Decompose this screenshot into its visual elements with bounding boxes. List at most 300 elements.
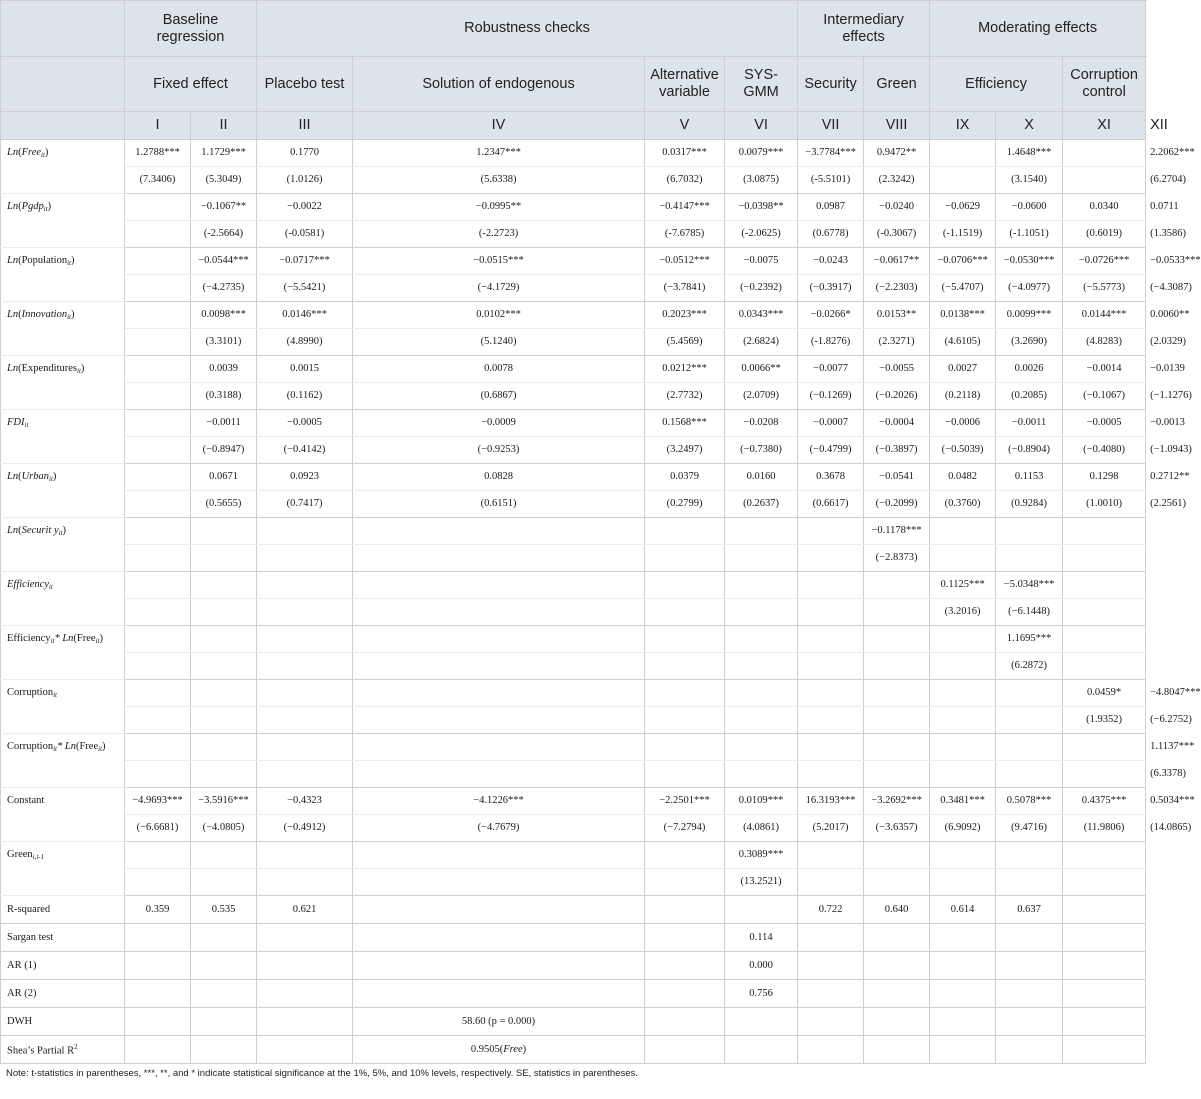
tstat-cell	[353, 545, 645, 572]
coef-row: $FDI_{it}$ −0.0011 −0.0005 −0.0009 0.1568*** −0.0208 −0.0007 −0.0004 −0.0006 −0.0011 −0.0005 −0.0013	[1, 410, 1146, 437]
coef-cell	[996, 842, 1063, 869]
coef-row: Corruption$_{it}$ 0.0459* −4.8047***	[1, 680, 1146, 707]
coef-cell: −0.0544***	[191, 248, 257, 275]
coef-cell: 0.4375***	[1063, 788, 1146, 815]
tstat-cell: (9.4716)	[996, 815, 1063, 842]
coef-cell: 0.0212***	[645, 356, 725, 383]
coef-row	[1, 518, 1146, 545]
tstat-cell: (2.7732)	[645, 383, 725, 410]
coef-cell: 0.0098***	[191, 302, 257, 329]
col-header: VI	[725, 112, 798, 140]
tstat-cell	[645, 869, 725, 896]
stat-label: AR (2)	[1, 980, 125, 1008]
coef-cell: 0.0078	[353, 356, 645, 383]
variable-label: Ln(Innovation$_{it}$)	[1, 302, 125, 356]
tstat-cell: (1.9352)	[1063, 707, 1146, 734]
coef-cell: 0.5078***	[996, 788, 1063, 815]
tstat-cell	[257, 599, 353, 626]
tstat-cell	[864, 869, 930, 896]
col-header: IX	[930, 112, 996, 140]
variable-label: Corruption$_{it}$* Ln(Free$_{it}$)	[1, 734, 125, 788]
tstat-cell: (-1.8276)	[798, 329, 864, 356]
coef-cell: −3.2692***	[864, 788, 930, 815]
coef-cell: −0.0208	[725, 410, 798, 437]
tstat-cell	[125, 545, 191, 572]
tstat-cell: (−0.1067)	[1063, 383, 1146, 410]
variable-label: Efficiency$_{it}$	[1, 572, 125, 626]
tstat-cell: (−0.3897)	[864, 437, 930, 464]
tstat-cell	[930, 653, 996, 680]
coef-cell	[996, 680, 1063, 707]
tstat-cell	[125, 653, 191, 680]
tstat-cell: (-0.0581)	[257, 221, 353, 248]
tstat-cell	[645, 707, 725, 734]
tstat-row: (0.5655) (0.7417) (0.6151) (0.2799) (0.2637) (0.6617) (−0.2099) (0.3760) (0.9284) (1.0010) (2.2561)	[1, 491, 1146, 518]
tstat-row: (6.3378)	[1, 761, 1146, 788]
tstat-cell: (−0.1269)	[798, 383, 864, 410]
coef-cell	[645, 518, 725, 545]
tstat-cell: (6.7032)	[645, 167, 725, 194]
tstat-cell: (−6.1448)	[996, 599, 1063, 626]
col-header: VIII	[864, 112, 930, 140]
tstat-cell	[125, 437, 191, 464]
coef-cell	[125, 194, 191, 221]
tstat-cell	[1063, 761, 1146, 788]
tstat-cell	[930, 761, 996, 788]
tstat-cell	[353, 599, 645, 626]
tstat-cell	[125, 761, 191, 788]
coef-cell: 0.0079***	[725, 140, 798, 167]
tstat-cell	[798, 545, 864, 572]
coef-cell: −0.0706***	[930, 248, 996, 275]
col-header: III	[257, 112, 353, 140]
coef-cell: 0.0102***	[353, 302, 645, 329]
tstat-cell: (3.2497)	[645, 437, 725, 464]
sub-endogenous: Solution of endogenous	[353, 57, 645, 112]
tstat-cell: (13.2521)	[725, 869, 798, 896]
tstat-cell	[257, 653, 353, 680]
coef-cell	[798, 518, 864, 545]
tstat-row	[1, 869, 1146, 896]
coef-cell: −0.1178***	[864, 518, 930, 545]
col-header: XI	[1063, 112, 1146, 140]
stat-label: Shea’s Partial $R^2$	[1, 1036, 125, 1064]
tstat-cell	[1063, 869, 1146, 896]
tstat-cell: (−4.0805)	[191, 815, 257, 842]
coef-cell: −5.0348***	[996, 572, 1063, 599]
tstat-cell: (0.5655)	[191, 491, 257, 518]
tstat-cell: (−0.2026)	[864, 383, 930, 410]
variable-label: Ln(Pgdp$_{it}$)	[1, 194, 125, 248]
header-column-row: I II III IV V VI VII VIII IX X XI XII	[1, 112, 1146, 140]
tstat-cell: (-2.2723)	[353, 221, 645, 248]
corner-cell	[1, 1, 125, 57]
tstat-cell	[257, 707, 353, 734]
tstat-cell: (7.3406)	[125, 167, 191, 194]
stat-value	[353, 896, 645, 924]
tstat-cell: (5.2017)	[798, 815, 864, 842]
coef-cell: −0.0009	[353, 410, 645, 437]
tstat-cell	[798, 707, 864, 734]
tstat-cell	[645, 545, 725, 572]
tstat-cell	[930, 167, 996, 194]
coef-cell	[798, 734, 864, 761]
coef-cell	[864, 842, 930, 869]
tstat-cell: (0.3188)	[191, 383, 257, 410]
tstat-cell: (−6.6681)	[125, 815, 191, 842]
tstat-cell	[353, 653, 645, 680]
coef-cell: 0.0099***	[996, 302, 1063, 329]
tstat-cell: (1.0010)	[1063, 491, 1146, 518]
tstat-cell: (-2.0625)	[725, 221, 798, 248]
stat-value: 0.9505(Free)	[353, 1036, 645, 1064]
tstat-cell: (0.9284)	[996, 491, 1063, 518]
tstat-cell: (-1.1519)	[930, 221, 996, 248]
tstat-row	[1, 653, 1146, 680]
tstat-cell: (0.6778)	[798, 221, 864, 248]
tstat-cell: (−0.9253)	[353, 437, 645, 464]
sub-alternative: Alternative variable	[645, 57, 725, 112]
group-robustness: Robustness checks	[257, 1, 798, 57]
tstat-cell: (−3.7841)	[645, 275, 725, 302]
col-header: V	[645, 112, 725, 140]
stat-value: 0.000	[725, 952, 798, 980]
coef-cell	[257, 842, 353, 869]
tstat-cell: (−2.8373)	[864, 545, 930, 572]
coef-cell	[125, 626, 191, 653]
corner-cell	[1, 57, 125, 112]
coef-cell: −0.1067**	[191, 194, 257, 221]
coef-cell: −3.7784***	[798, 140, 864, 167]
coef-cell: 0.0340	[1063, 194, 1146, 221]
coef-cell	[125, 680, 191, 707]
coef-cell: −0.0077	[798, 356, 864, 383]
coef-cell	[1063, 140, 1146, 167]
coef-row: Constant −4.9693*** −3.5916*** −0.4323 −4.1226*** −2.2501*** 0.0109*** 16.3193*** −3.2692*** 0.3481*** 0.5078*** 0.4375*** 0.5034***	[1, 788, 1146, 815]
tstat-cell: (−0.8904)	[996, 437, 1063, 464]
coef-cell: 0.0160	[725, 464, 798, 491]
coef-cell: −0.0014	[1063, 356, 1146, 383]
col-header: II	[191, 112, 257, 140]
coef-cell: −0.0266*	[798, 302, 864, 329]
stat-value: 0.621	[257, 896, 353, 924]
coef-cell	[930, 140, 996, 167]
tstat-cell	[996, 545, 1063, 572]
tstat-row: (−4.2735) (−5.5421) (−4.1729) (−3.7841) (−0.2392) (−0.3917) (−2.2303) (−5.4707) (−4.0977) (−5.5773) (−4.3087)	[1, 275, 1146, 302]
coef-cell: 0.0027	[930, 356, 996, 383]
coef-cell	[353, 572, 645, 599]
tstat-cell: (3.2016)	[930, 599, 996, 626]
tstat-cell	[798, 761, 864, 788]
coef-cell	[257, 572, 353, 599]
tstat-cell: (−0.3917)	[798, 275, 864, 302]
coef-cell: 0.1770	[257, 140, 353, 167]
coef-cell: 16.3193***	[798, 788, 864, 815]
coef-cell	[798, 680, 864, 707]
stat-label: DWH	[1, 1008, 125, 1036]
tstat-cell: (0.7417)	[257, 491, 353, 518]
coef-cell	[191, 734, 257, 761]
coef-cell	[725, 734, 798, 761]
coef-cell	[930, 842, 996, 869]
coef-cell	[191, 626, 257, 653]
tstat-cell: (5.3049)	[191, 167, 257, 194]
tstat-cell	[725, 599, 798, 626]
tstat-cell: (−0.2099)	[864, 491, 930, 518]
tstat-cell	[645, 653, 725, 680]
stat-row-ar2	[1, 980, 1146, 1008]
tstat-cell	[996, 761, 1063, 788]
coef-row: Ln(Pgdp$_{it}$) −0.1067** −0.0022 −0.0995** −0.4147*** −0.0398** 0.0987 −0.0240 −0.0629 −0.0600 0.0340 0.0711	[1, 194, 1146, 221]
variable-label: Ln(Expenditures$_{it}$)	[1, 356, 125, 410]
coef-cell	[125, 464, 191, 491]
stat-value: 0.359	[125, 896, 191, 924]
header-group-row	[1, 1, 1146, 57]
coef-cell	[996, 518, 1063, 545]
coef-cell	[930, 626, 996, 653]
variable-label: Ln(Securit $y_{it}$)	[1, 518, 125, 572]
coef-cell: 0.0379	[645, 464, 725, 491]
coef-cell	[725, 518, 798, 545]
coef-cell: −0.0005	[1063, 410, 1146, 437]
coef-cell: 0.0317***	[645, 140, 725, 167]
tstat-cell	[725, 707, 798, 734]
tstat-cell	[930, 545, 996, 572]
stat-value: 0.756	[725, 980, 798, 1008]
tstat-cell	[930, 707, 996, 734]
table-note: Note: t-statistics in parentheses, ***, **, and * indicate statistical significance at the 1%, 5%, and 10% levels, respectively. SE, statistics in parentheses.	[6, 1068, 638, 1079]
coef-cell: −0.0055	[864, 356, 930, 383]
variable-label: Ln(Population$_{it}$)	[1, 248, 125, 302]
tstat-cell: (-2.5664)	[191, 221, 257, 248]
stat-value	[645, 896, 725, 924]
tstat-cell	[125, 383, 191, 410]
group-intermediary: Intermediary effects	[798, 1, 930, 57]
coef-cell: −0.0530***	[996, 248, 1063, 275]
tstat-cell: (2.3242)	[864, 167, 930, 194]
stat-value: 0.114	[725, 924, 798, 952]
tstat-cell: (0.6151)	[353, 491, 645, 518]
coef-cell: −0.0004	[864, 410, 930, 437]
tstat-cell	[125, 329, 191, 356]
tstat-cell	[798, 653, 864, 680]
coef-cell: 1.1695***	[996, 626, 1063, 653]
tstat-cell: (1.0126)	[257, 167, 353, 194]
coef-cell	[930, 734, 996, 761]
coef-cell	[996, 734, 1063, 761]
col-header: X	[996, 112, 1063, 140]
tstat-cell: (0.2085)	[996, 383, 1063, 410]
tstat-cell: (−4.7679)	[353, 815, 645, 842]
tstat-cell: (0.1162)	[257, 383, 353, 410]
coef-cell: −0.0515***	[353, 248, 645, 275]
tstat-cell: (5.6338)	[353, 167, 645, 194]
sub-fixed-effect: Fixed effect	[125, 57, 257, 112]
tstat-cell: (-5.5101)	[798, 167, 864, 194]
coef-cell: 0.0671	[191, 464, 257, 491]
coef-row	[1, 626, 1146, 653]
group-baseline: Baseline regression	[125, 1, 257, 57]
coef-cell: 0.0923	[257, 464, 353, 491]
stat-value: 0.535	[191, 896, 257, 924]
coef-cell: −0.0007	[798, 410, 864, 437]
coef-cell	[353, 734, 645, 761]
tstat-cell	[798, 869, 864, 896]
tstat-cell	[191, 707, 257, 734]
coef-cell: −0.0726***	[1063, 248, 1146, 275]
tstat-cell: (−0.8947)	[191, 437, 257, 464]
coef-cell: 0.0066**	[725, 356, 798, 383]
coef-cell: −0.0512***	[645, 248, 725, 275]
coef-cell	[725, 680, 798, 707]
tstat-cell	[125, 221, 191, 248]
coef-cell	[125, 518, 191, 545]
coef-cell: 0.2023***	[645, 302, 725, 329]
coef-cell	[798, 842, 864, 869]
tstat-row: (3.3101) (4.8990) (5.1240) (5.4569) (2.6824) (-1.8276) (2.3271) (4.6105) (3.2690) (4.8283) (2.0329)	[1, 329, 1146, 356]
coef-cell	[125, 572, 191, 599]
tstat-cell	[930, 869, 996, 896]
sub-security: Security	[798, 57, 864, 112]
coef-cell	[864, 572, 930, 599]
tstat-cell: (0.2637)	[725, 491, 798, 518]
coef-cell	[125, 356, 191, 383]
tstat-cell	[191, 869, 257, 896]
coef-cell	[257, 680, 353, 707]
coef-cell	[725, 626, 798, 653]
stat-value: 58.60 (p = 0.000)	[353, 1008, 645, 1036]
col-header: I	[125, 112, 191, 140]
tstat-cell: (11.9806)	[1063, 815, 1146, 842]
tstat-cell	[1063, 599, 1146, 626]
tstat-cell: (−5.5421)	[257, 275, 353, 302]
tstat-cell: (2.3271)	[864, 329, 930, 356]
coef-cell	[353, 518, 645, 545]
coef-cell	[1063, 626, 1146, 653]
stat-row-shea	[1, 1036, 1146, 1064]
tstat-cell: (−0.4799)	[798, 437, 864, 464]
tstat-cell	[864, 653, 930, 680]
coef-cell: 0.0026	[996, 356, 1063, 383]
coef-row: Ln(Expenditures$_{it}$) 0.0039 0.0015 0.0078 0.0212*** 0.0066** −0.0077 −0.0055 0.0027 0.0026 −0.0014 −0.0139	[1, 356, 1146, 383]
stat-value: 0.637	[996, 896, 1063, 924]
stat-label: AR (1)	[1, 952, 125, 980]
coef-cell: 0.0482	[930, 464, 996, 491]
tstat-row: (1.9352) (−6.2752)	[1, 707, 1146, 734]
tstat-cell: (5.1240)	[353, 329, 645, 356]
tstat-cell	[191, 653, 257, 680]
coef-cell: −0.0717***	[257, 248, 353, 275]
tstat-cell	[125, 599, 191, 626]
tstat-cell	[864, 707, 930, 734]
stat-row-r2	[1, 896, 1146, 924]
stat-value	[725, 896, 798, 924]
coef-cell: 0.1125***	[930, 572, 996, 599]
coef-cell: 0.0109***	[725, 788, 798, 815]
variable-label: $FDI_{it}$	[1, 410, 125, 464]
tstat-cell: (−0.5039)	[930, 437, 996, 464]
coef-cell	[125, 248, 191, 275]
tstat-cell	[645, 599, 725, 626]
tstat-cell	[725, 545, 798, 572]
coef-row	[1, 842, 1146, 869]
coef-row: Ln(Population$_{it}$) −0.0544*** −0.0717*** −0.0515*** −0.0512*** −0.0075 −0.0243 −0.0617** −0.0706*** −0.0530*** −0.0726*** −0.0533***	[1, 248, 1146, 275]
coef-cell: −0.0541	[864, 464, 930, 491]
coef-cell: 0.3089***	[725, 842, 798, 869]
tstat-row: (−0.8947) (−0.4142) (−0.9253) (3.2497) (−0.7380) (−0.4799) (−0.3897) (−0.5039) (−0.8904) (−0.4080) (−1.0943)	[1, 437, 1146, 464]
coef-cell: −0.0005	[257, 410, 353, 437]
tstat-cell: (6.2872)	[996, 653, 1063, 680]
coef-cell	[257, 518, 353, 545]
coef-cell	[191, 680, 257, 707]
coef-cell	[864, 680, 930, 707]
coef-cell: 0.0343***	[725, 302, 798, 329]
tstat-cell	[996, 707, 1063, 734]
stat-row-ar1	[1, 952, 1146, 980]
tstat-cell	[191, 545, 257, 572]
coef-cell: −0.0600	[996, 194, 1063, 221]
stat-value: 0.640	[864, 896, 930, 924]
tstat-cell	[353, 869, 645, 896]
coef-cell	[864, 734, 930, 761]
tstat-cell: (-0.3067)	[864, 221, 930, 248]
coef-cell: −4.9693***	[125, 788, 191, 815]
coef-cell	[125, 302, 191, 329]
coef-cell: 0.0015	[257, 356, 353, 383]
coef-cell: 0.0828	[353, 464, 645, 491]
tstat-cell: (-1.1051)	[996, 221, 1063, 248]
tstat-cell: (−2.2303)	[864, 275, 930, 302]
tstat-cell: (4.0861)	[725, 815, 798, 842]
tstat-cell: (−0.2392)	[725, 275, 798, 302]
coef-cell: −0.0240	[864, 194, 930, 221]
stat-value	[1063, 896, 1146, 924]
coef-cell: 1.2788***	[125, 140, 191, 167]
coef-cell	[257, 626, 353, 653]
tstat-cell: (3.2690)	[996, 329, 1063, 356]
coef-cell: −0.0617**	[864, 248, 930, 275]
coef-cell	[125, 842, 191, 869]
coef-cell: 0.1568***	[645, 410, 725, 437]
tstat-row: (−6.6681) (−4.0805) (−0.4912) (−4.7679) (−7.2794) (4.0861) (5.2017) (−3.6357) (6.9092) (9.4716) (11.9806) (14.0865)	[1, 815, 1146, 842]
coef-row: Ln(Innovation$_{it}$) 0.0098*** 0.0146*** 0.0102*** 0.2023*** 0.0343*** −0.0266* 0.0153** 0.0138*** 0.0099*** 0.0144*** 0.0060**	[1, 302, 1146, 329]
tstat-cell	[257, 545, 353, 572]
stat-row-sargan	[1, 924, 1146, 952]
corner-cell	[1, 112, 125, 140]
tstat-cell	[864, 761, 930, 788]
tstat-cell: (-7.6785)	[645, 221, 725, 248]
tstat-cell: (−3.6357)	[864, 815, 930, 842]
coef-cell: 0.0138***	[930, 302, 996, 329]
tstat-cell	[725, 761, 798, 788]
sub-sys-gmm: SYS-GMM	[725, 57, 798, 112]
group-moderating: Moderating effects	[930, 1, 1146, 57]
sub-green: Green	[864, 57, 930, 112]
coef-cell: −2.2501***	[645, 788, 725, 815]
tstat-cell	[125, 707, 191, 734]
coef-cell	[798, 572, 864, 599]
coef-row: Ln(Free$_{it}$) 1.2788*** 1.1729*** 0.1770 1.2347*** 0.0317*** 0.0079*** −3.7784*** 0.9472** 1.4648*** 2.2062***	[1, 140, 1146, 167]
tstat-cell	[1063, 653, 1146, 680]
header-subgroup-row	[1, 57, 1146, 112]
coef-cell: −0.0995**	[353, 194, 645, 221]
tstat-cell: (−5.4707)	[930, 275, 996, 302]
stat-label: Sargan test	[1, 924, 125, 952]
tstat-cell: (−4.1729)	[353, 275, 645, 302]
coef-cell	[1063, 572, 1146, 599]
coef-row	[1, 572, 1146, 599]
variable-label: Green$_{i,t-1}$	[1, 842, 125, 896]
